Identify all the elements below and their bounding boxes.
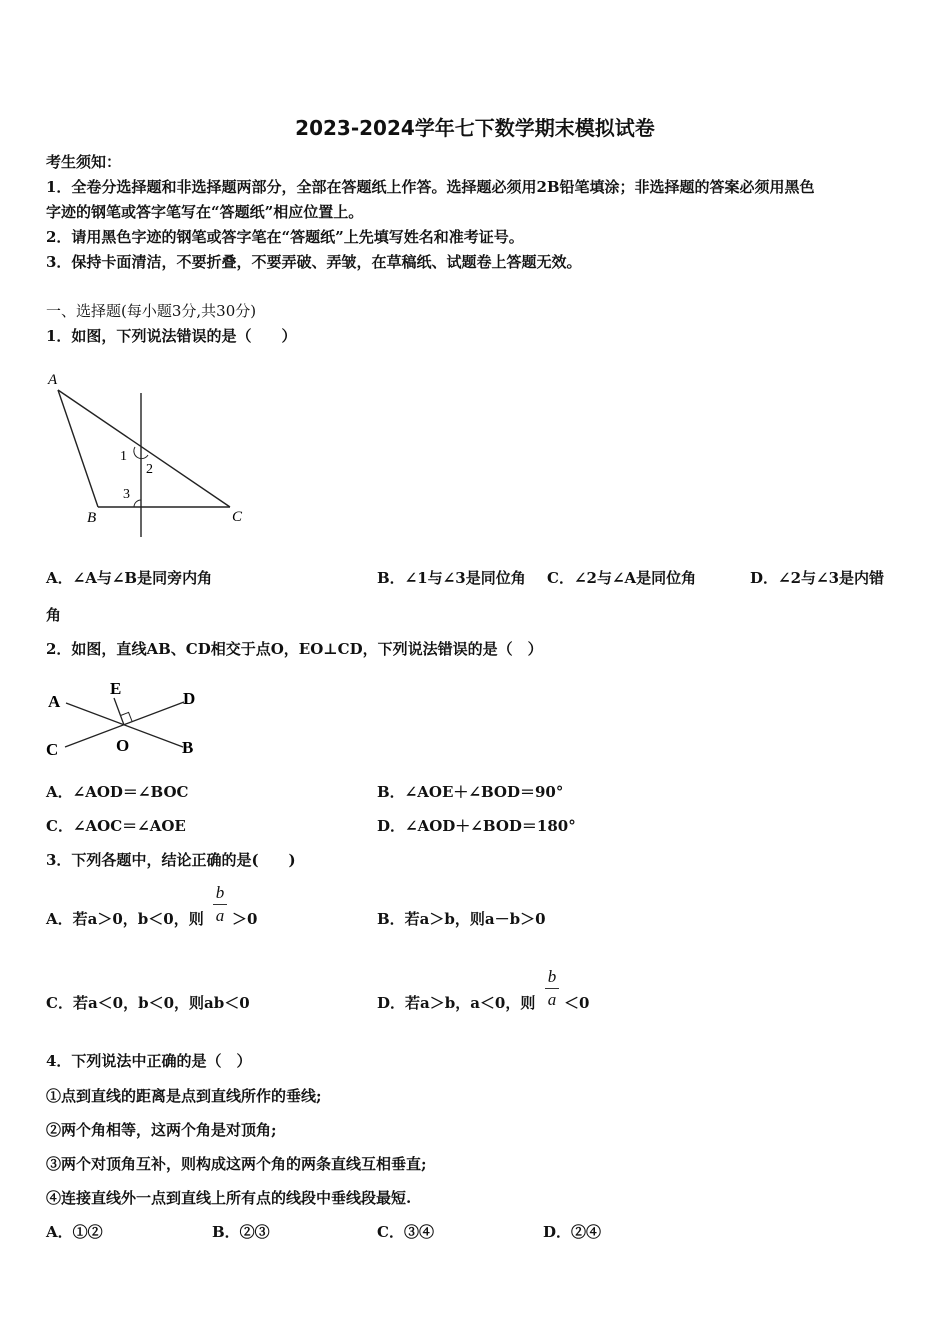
q3-option-d-text: D．若a＞b，a＜0，则 (377, 994, 536, 1012)
q1-stem: 1．如图，下列说法错误的是（ ） (46, 327, 297, 345)
q1-option-d-cont: 角 (46, 606, 62, 624)
q1-option-d: D．∠2与∠3是内错 (750, 569, 885, 587)
q3-option-d-fraction (545, 968, 559, 1009)
q4-option-a: A．①② (46, 1223, 103, 1241)
q3-option-b: B．若a＞b，则a－b＞0 (377, 910, 546, 928)
q3-option-a-denominator: a (215, 906, 225, 925)
q1-label-c: C (232, 509, 243, 525)
q2-label-o: O (116, 736, 130, 755)
q2-label-a: A (48, 692, 61, 711)
q4-statement-4: ④连接直线外一点到直线上所有点的线段中垂线段最短. (46, 1189, 412, 1207)
notice-line-1-cont: 字迹的钢笔或答字笔写在“答题纸”相应位置上。 (46, 203, 364, 221)
q1-option-c: C．∠2与∠A是同位角 (547, 569, 697, 587)
q1-side-ac (58, 390, 230, 507)
q1-option-a: A．∠A与∠B是同旁内角 (46, 569, 213, 587)
q4-statement-1: ①点到直线的距离是点到直线所作的垂线; (46, 1087, 322, 1105)
q3-option-d-tail: ＜0 (564, 994, 590, 1012)
notice-line-3: 3．保持卡面清洁，不要折叠，不要弄破、弄皱，在草稿纸、试题卷上答题无效。 (46, 253, 582, 271)
q4-statement-3: ③两个对顶角互补，则构成这两个角的两条直线互相垂直; (46, 1155, 427, 1173)
q2-label-d: D (183, 689, 196, 708)
q2-stem: 2．如图，直线AB、CD相交于点O，EO⊥CD，下列说法错误的是（ ） (46, 640, 543, 658)
q1-triangle-figure (40, 365, 260, 545)
q1-label-b: B (87, 510, 97, 526)
q1-side-ab (58, 390, 98, 507)
q2-label-b: B (182, 738, 194, 757)
q3-option-a-text: A．若a＞0，b＜0，则 (46, 910, 204, 928)
q3-option-a-numerator: b (215, 883, 225, 902)
q1-label-1: 1 (120, 449, 127, 464)
q2-intersecting-lines-figure (40, 675, 220, 765)
q3-option-d-denominator: a (547, 990, 557, 1009)
notice-line-1: 1．全卷分选择题和非选择题两部分，全部在答题纸上作答。选择题必须用2B铅笔填涂；非选择题的答案必须用黑色 (46, 178, 815, 196)
q2-option-c: C．∠AOC＝∠AOE (46, 817, 186, 835)
q2-label-c: C (46, 740, 59, 759)
notice-heading: 考生须知： (46, 153, 122, 171)
q4-stem: 4．下列说法中正确的是（ ） (46, 1052, 252, 1070)
q4-statement-2: ②两个角相等，这两个角是对顶角; (46, 1121, 277, 1139)
q1-option-b: B．∠1与∠3是同位角 (377, 569, 526, 587)
q2-option-d: D．∠AOD＋∠BOD＝180° (377, 817, 576, 835)
q3-option-a-tail: ＞0 (232, 910, 258, 928)
q4-option-c: C．③④ (377, 1223, 434, 1241)
q1-label-2: 2 (146, 462, 153, 477)
page-title: 2023-2024学年七下数学期末模拟试卷 (295, 116, 655, 140)
q3-stem: 3．下列各题中，结论正确的是( ) (46, 851, 296, 869)
section-heading: 一、选择题(每小题3分,共30分) (46, 302, 257, 320)
q3-option-d-numerator: b (547, 967, 557, 986)
q1-label-3: 3 (123, 487, 130, 502)
fraction-bar (213, 904, 227, 905)
q4-option-b: B．②③ (212, 1223, 270, 1241)
q3-option-a-fraction (213, 884, 227, 925)
fraction-bar (545, 988, 559, 989)
notice-line-2: 2．请用黑色字迹的钢笔或答字笔在“答题纸”上先填写姓名和准考证号。 (46, 228, 524, 246)
q2-option-b: B．∠AOE＋∠BOD＝90° (377, 783, 564, 801)
q1-label-a: A (48, 372, 58, 388)
q1-angle-arc-3 (134, 500, 141, 507)
q2-option-a: A．∠AOD＝∠BOC (46, 783, 189, 801)
q3-option-c: C．若a＜0，b＜0，则ab＜0 (46, 994, 250, 1012)
q4-option-d: D．②④ (543, 1223, 602, 1241)
q2-label-e: E (110, 679, 122, 698)
